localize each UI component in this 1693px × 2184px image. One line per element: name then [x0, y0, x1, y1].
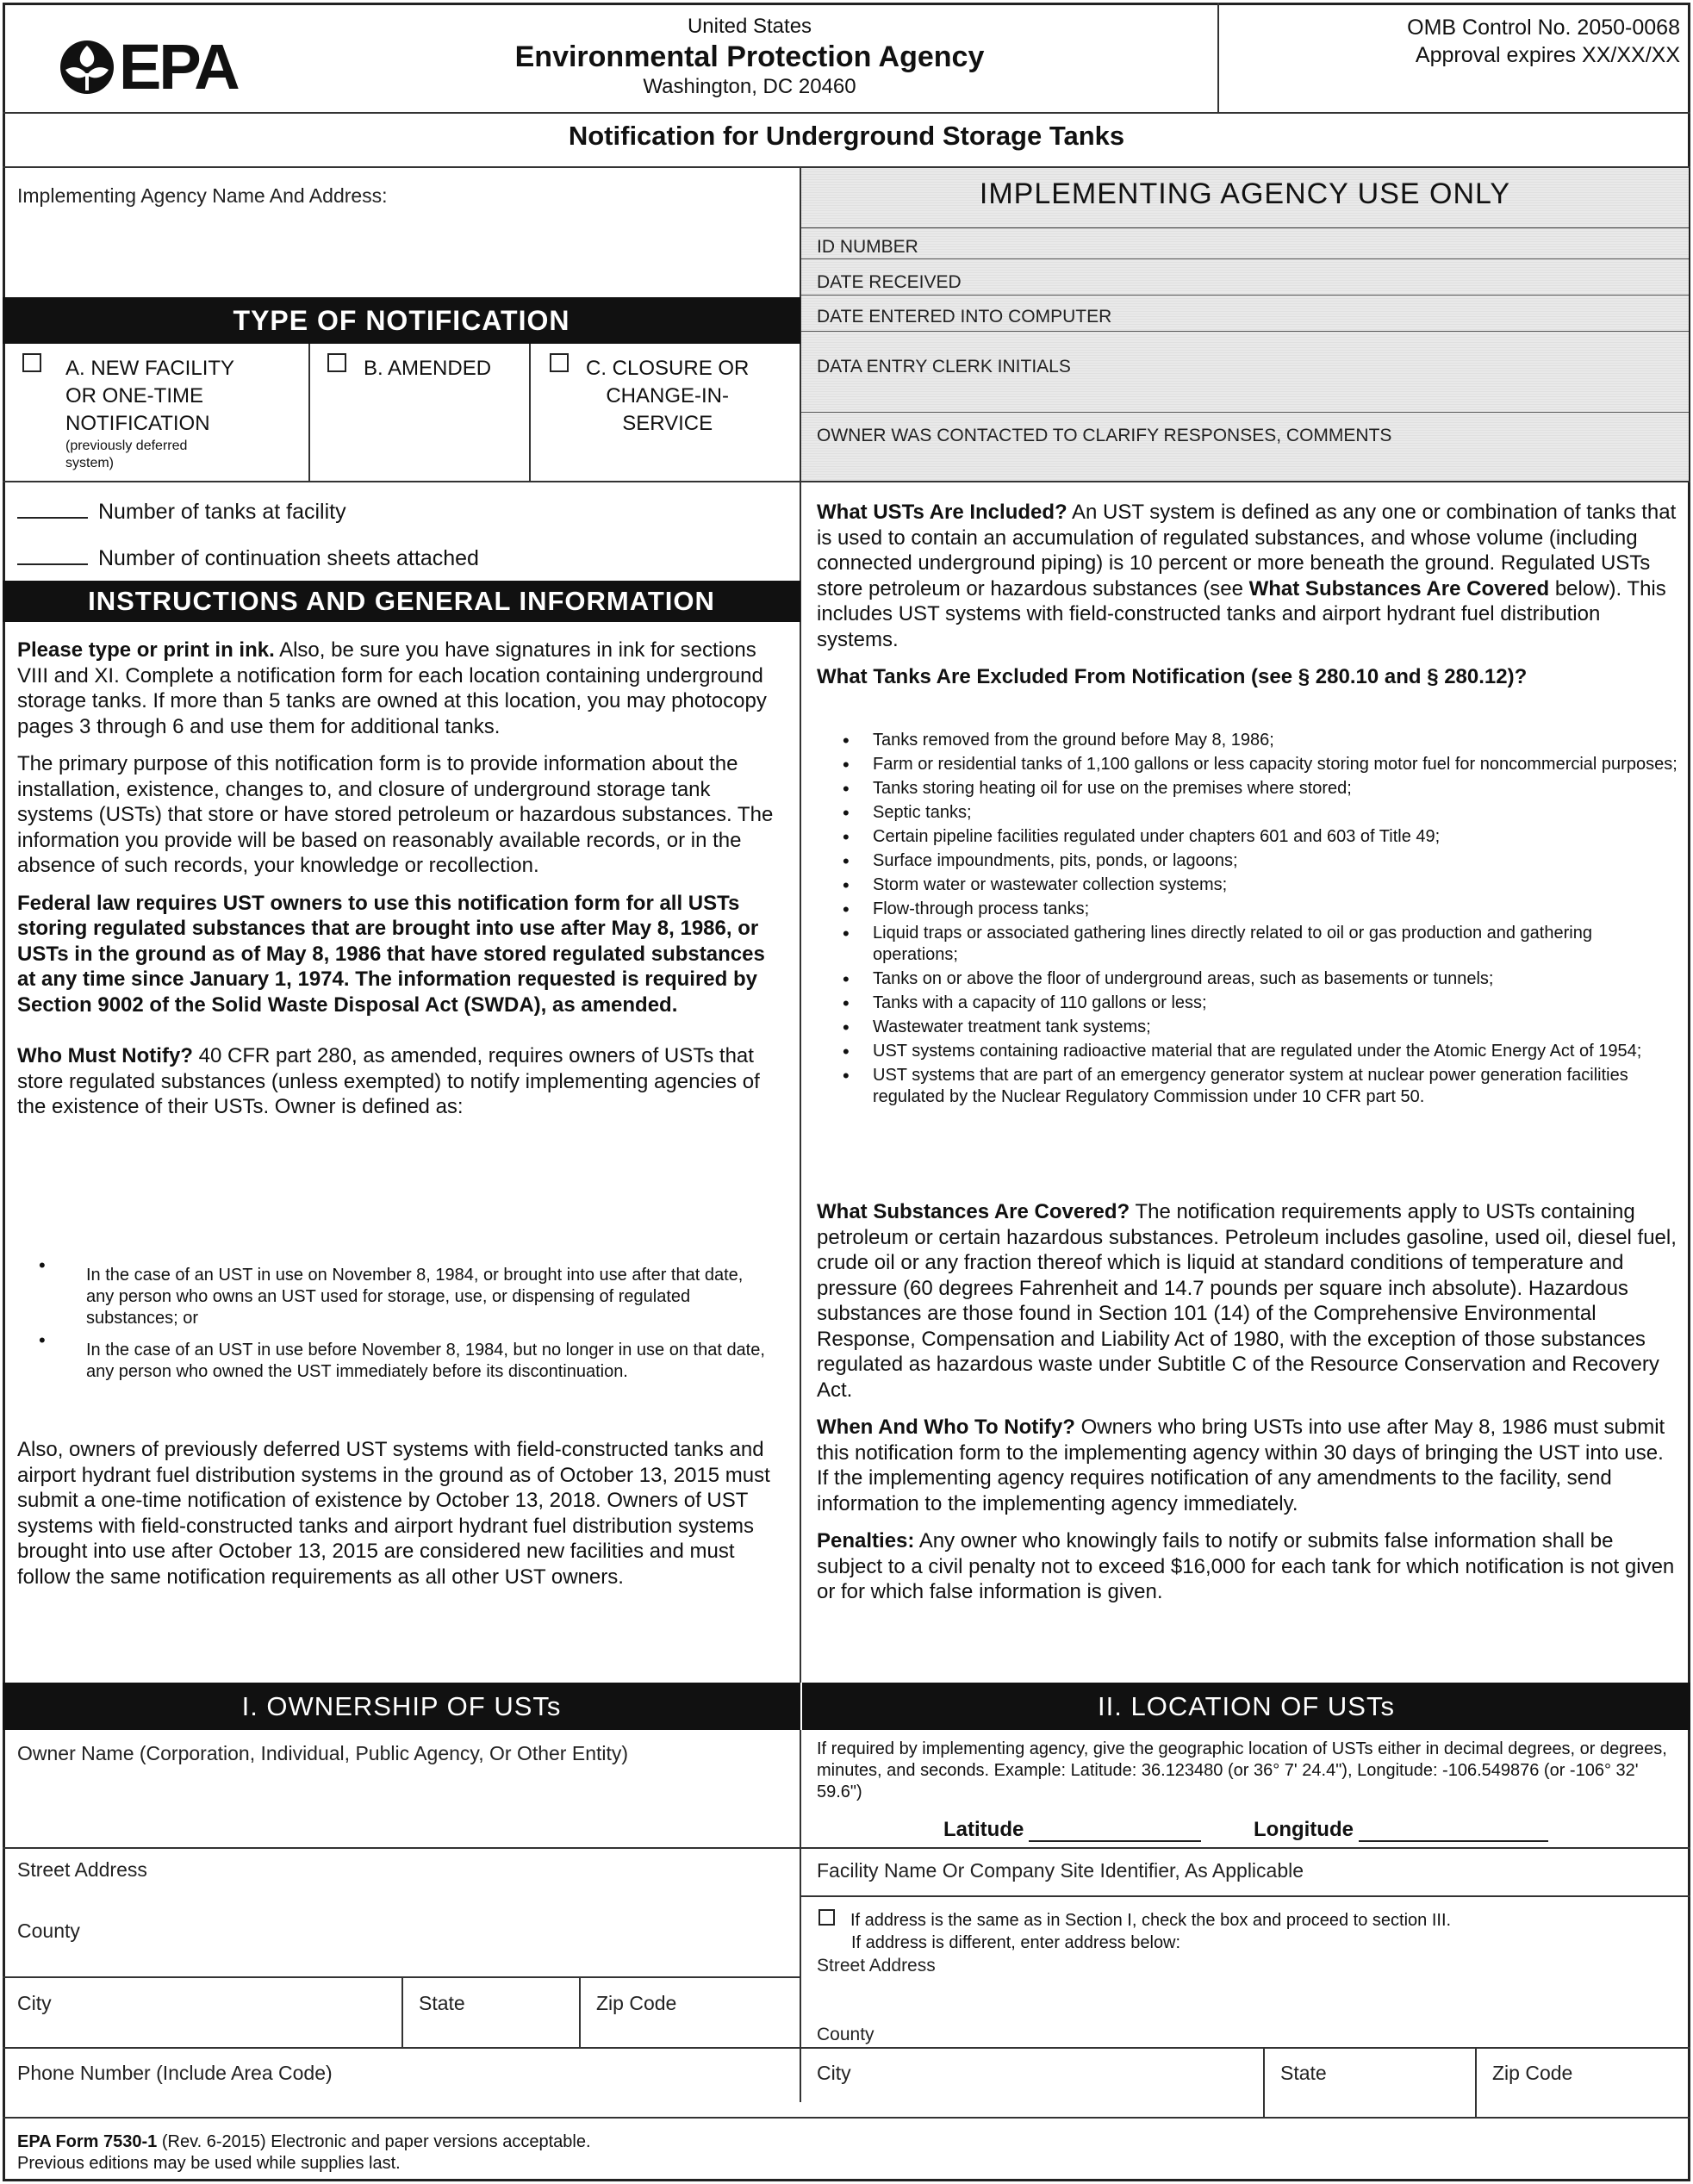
date-entered-field[interactable]: DATE ENTERED INTO COMPUTER — [817, 307, 1112, 327]
longitude-label: Longitude — [1254, 1818, 1354, 1841]
latitude-field[interactable] — [943, 1818, 1201, 1842]
continuation-sheets-input[interactable] — [17, 563, 88, 565]
date-received-field[interactable]: DATE RECEIVED — [817, 272, 962, 292]
substances-covered: What Substances Are Covered? The notification requirements apply to USTs containing petroleum or certain hazardous substances. Petroleum includes gasoline, used oil, diesel fuel, crude oil or any fraction thereof which is liquid at standard conditions of temperature and pressure (60 degrees Fahrenheit and 14.7 pounds per square inch absolute). Hazardous substances are those found in Section 101 (14) of the Comprehensive Environmental Response, Compensation and Liability Act of 1980, with the exception of those substances regulated as hazardous waste under Subtitle C of the Resource Conservation and Recovery Act. — [817, 1200, 1677, 1402]
excluded-item: • UST systems containing radioactive material that are regulated under the Atomic Energy Act of 1954; — [817, 1041, 1678, 1062]
previous-editions: Previous editions may be used while supplies last. — [17, 2154, 401, 2173]
amended-checkbox[interactable] — [327, 353, 346, 372]
excluded-item: • Tanks storing heating oil for use on the premises where stored; — [817, 778, 1678, 800]
section-ii-header: II. LOCATION OF USTs — [802, 1683, 1690, 1730]
continuation-sheets-label: Number of continuation sheets attached — [98, 546, 479, 570]
excluded-item: • Farm or residential tanks of 1,100 gallons or less capacity storing motor fuel for noncommercial purposes; — [817, 754, 1678, 775]
epa-flower-icon — [59, 39, 115, 96]
tank-count-row — [17, 500, 346, 525]
owner-definition-item: • In the case of an UST in use before November 8, 1984, but no longer in use on that date, any person who owned the UST immediately before its discontinuation. — [17, 1340, 775, 1383]
owner-phone-field[interactable]: Phone Number (Include Area Code) — [17, 2062, 333, 2084]
option-new-facility[interactable] — [22, 353, 298, 470]
excluded-item: • Flow-through process tanks; — [817, 899, 1678, 920]
agency-use-only-title: IMPLEMENTING AGENCY USE ONLY — [979, 177, 1511, 210]
owner-street-field[interactable]: Street Address — [17, 1858, 147, 1881]
same-address-label: If address is the same as in Section I, check the box and proceed to section III. — [850, 1911, 1452, 1930]
new-facility-label: A. NEW FACILITY OR ONE-TIME NOTIFICATION — [65, 357, 235, 435]
location-street-field[interactable]: Street Address — [817, 1956, 936, 1976]
new-facility-note: (previously deferred system) — [65, 439, 188, 470]
owner-definition-list — [17, 1265, 775, 1393]
excluded-heading: What Tanks Are Excluded From Notification (see § 280.10 and § 280.12)? — [817, 665, 1528, 688]
excluded-item: • Liquid traps or associated gathering lines directly related to oil or gas production and gathering operations; — [817, 923, 1678, 966]
instructions-right-lower — [817, 1199, 1678, 1617]
owner-definition-item: • In the case of an UST in use on November 8, 1984, or brought into use after that date, any person who owns an UST used for storage, use, or dispensing of regulated substances; or — [17, 1265, 775, 1329]
excluded-item: • Septic tanks; — [817, 802, 1678, 824]
excluded-item: • Tanks with a capacity of 110 gallons or less; — [817, 992, 1678, 1014]
what-usts-included: What USTs Are Included? An UST system is defined as any one or combination of tanks that is used to contain an accumulation of regulated substances, and whose volume (including connected underground piping) is 10 percent or more beneath the ground. Regulated USTs store petroleum or hazardous substances (see What Substances Are Covered below). This includes UST systems with field-constructed tanks and airport hydrant fuel distribution systems. — [817, 501, 1677, 651]
instructions-header: INSTRUCTIONS AND GENERAL INFORMATION — [3, 581, 800, 622]
option-closure[interactable] — [550, 353, 795, 435]
option-amended[interactable] — [327, 353, 526, 380]
excluded-item: • Tanks on or above the floor of underground areas, such as basements or tunnels; — [817, 968, 1678, 990]
id-number-field[interactable]: ID NUMBER — [817, 237, 918, 257]
owner-zip-field[interactable]: Zip Code — [596, 1992, 677, 2014]
excluded-item: • Surface impoundments, pits, ponds, or lagoons; — [817, 850, 1678, 872]
clerk-initials-field[interactable]: DATA ENTRY CLERK INITIALS — [817, 357, 1071, 376]
tank-count-label: Number of tanks at facility — [98, 500, 346, 524]
owner-state-field[interactable]: State — [419, 1992, 465, 2014]
instructions-p3: Federal law requires UST owners to use this notification form for all USTs storing regulated substances that are brought into use after May 8, 1986, or USTs in the ground as of May 8, 1986 that have stored regulated substances at any time since January 1, 1974. The information requested is required by Section 9002 of the Solid Waste Disposal Act (SWDA), as amended. — [17, 891, 765, 1017]
omb-info — [1223, 14, 1680, 69]
latitude-label: Latitude — [943, 1818, 1024, 1841]
agency-country: United States — [687, 15, 812, 38]
closure-label: C. CLOSURE OR CHANGE-IN- SERVICE — [586, 357, 750, 435]
omb-control-number: OMB Control No. 2050-0068 — [1407, 16, 1680, 40]
agency-name: Environmental Protection Agency — [514, 40, 985, 73]
longitude-input[interactable] — [1359, 1823, 1548, 1842]
instructions-left-column — [17, 638, 784, 1127]
excluded-item: • UST systems that are part of an emergency generator system at nuclear power generation facilities regulated by the Nuclear Regulatory Commission under 10 CFR part 50. — [817, 1065, 1678, 1108]
form-title: Notification for Underground Storage Tanks — [568, 121, 1125, 151]
form-footer — [17, 2131, 591, 2175]
type-of-notification-header: TYPE OF NOTIFICATION — [3, 297, 800, 344]
closure-checkbox[interactable] — [550, 353, 569, 372]
epa-logo — [59, 33, 265, 102]
new-facility-checkbox[interactable] — [22, 353, 41, 372]
excluded-tanks-list — [817, 730, 1678, 1111]
owner-contacted-field[interactable]: OWNER WAS CONTACTED TO CLARIFY RESPONSES, COMMENTS — [817, 426, 1392, 445]
implementing-agency-address-field[interactable] — [7, 215, 795, 295]
instructions-p1: Please type or print in ink. Also, be sure you have signatures in ink for sections VIII and XI. Complete a notification form for each location containing underground storage tanks. If more than 5 tanks are owned at this location, you may photocopy pages 3 through 6 and use them for additional tanks. — [17, 638, 767, 738]
instructions-p2: The primary purpose of this notification form is to provide information about the installation, existence, changes to, and closure of underground storage tank systems (USTs) that store or have stored petroleum or hazardous substances. The information you provide will be based on reasonably available records, or in the absence of such records, your knowledge or recollection. — [17, 752, 774, 877]
approval-expires: Approval expires XX/XX/XX — [1415, 43, 1680, 67]
facility-name-field[interactable]: Facility Name Or Company Site Identifier, As Applicable — [817, 1859, 1304, 1882]
penalties: Penalties: Any owner who knowingly fails to notify or submits false information shall be subject to a civil penalty not to exceed $16,000 for each tank for which notification is not given or for which false information is given. — [817, 1529, 1675, 1603]
epa-logo-text: EPA — [119, 31, 238, 103]
deferred-systems-paragraph: Also, owners of previously deferred UST systems with field-constructed tanks and airport hydrant fuel distribution systems in the ground as of October 13, 2015 must submit a one-time notification of existence by October 13, 2018. Owners of UST systems with field-constructed tanks and airport hydrant fuel distribution systems brought into use after October 13, 2015 are considered new facilities and must follow the same notification requirements as all other UST owners. — [17, 1438, 770, 1589]
who-must-notify: Who Must Notify? 40 CFR part 280, as amended, requires owners of USTs that store regulated substances (unless exempted) to notify implementing agencies of the existence of their USTs. Owner is defined as: — [17, 1044, 760, 1118]
owner-county-field[interactable]: County — [17, 1920, 80, 1942]
form-revision: EPA Form 7530-1 (Rev. 6-2015) Electronic and paper versions acceptable. — [17, 2132, 591, 2151]
different-address-label: If address is different, enter address below: — [851, 1933, 1181, 1952]
implementing-agency-label: Implementing Agency Name And Address: — [17, 184, 388, 207]
location-city-field[interactable]: City — [817, 2062, 851, 2084]
tank-count-input[interactable] — [17, 517, 88, 519]
when-who-notify: When And Who To Notify? Owners who bring USTs into use after May 8, 1986 must submit this notification form to the implementing agency within 30 days of bringing the UST into use. If the implementing agency requires notification of any amendments to the facility, send information to the implementing agency immediately. — [817, 1416, 1665, 1515]
agency-address: Washington, DC 20460 — [643, 75, 856, 98]
same-address-row[interactable] — [818, 1909, 1451, 1932]
latitude-input[interactable] — [1029, 1823, 1201, 1842]
owner-name-field[interactable]: Owner Name (Corporation, Individual, Public Agency, Or Other Entity) — [17, 1742, 629, 1764]
instructions-right-column — [817, 500, 1678, 692]
owner-city-field[interactable]: City — [17, 1992, 52, 2014]
section-i-header: I. OWNERSHIP OF USTs — [3, 1683, 800, 1730]
amended-label: B. AMENDED — [364, 357, 492, 380]
location-zip-field[interactable]: Zip Code — [1492, 2062, 1573, 2084]
excluded-item: • Tanks removed from the ground before May 8, 1986; — [817, 730, 1678, 751]
location-county-field[interactable]: County — [817, 2025, 875, 2044]
agency-header — [414, 14, 1086, 100]
excluded-item: • Wastewater treatment tank systems; — [817, 1017, 1678, 1038]
longitude-field[interactable] — [1254, 1818, 1548, 1842]
excluded-item: • Certain pipeline facilities regulated under chapters 601 and 603 of Title 49; — [817, 826, 1678, 848]
same-address-checkbox[interactable] — [818, 1909, 835, 1926]
excluded-item: • Storm water or wastewater collection systems; — [817, 874, 1678, 896]
location-state-field[interactable]: State — [1280, 2062, 1327, 2084]
location-instruction: If required by implementing agency, give the geographic location of USTs either in decimal degrees, or degrees, minutes, and seconds. Example: Latitude: 36.123480 (or 36° 7' 24.4"), Longitude: -106.549876 (or -106° 32' 59.6") — [817, 1739, 1667, 1801]
continuation-sheets-row — [17, 546, 479, 571]
